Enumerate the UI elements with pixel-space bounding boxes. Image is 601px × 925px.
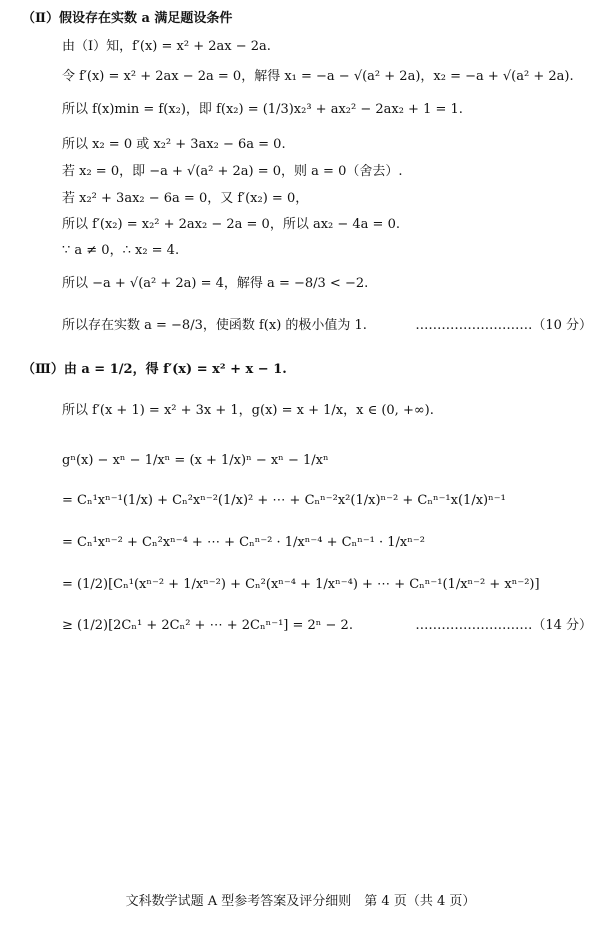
part2-line-5: 若 x₂ = 0，即 −a + √(a² + 2a) = 0，则 a = 0（舍去）. xyxy=(62,164,403,179)
part3-line-3: = Cₙ¹xⁿ⁻¹(1/x) + Cₙ²xⁿ⁻²(1/x)² + ⋯ + Cₙⁿ⁻²x²(1/x)ⁿ⁻² + Cₙⁿ⁻¹x(1/x)ⁿ⁻¹ xyxy=(62,493,506,508)
part2-line-4: 所以 x₂ = 0 或 x₂² + 3ax₂ − 6a = 0. xyxy=(62,137,286,152)
part3-header: （Ⅲ）由 a = 1/2，得 f′(x) = x² + x − 1. xyxy=(22,362,287,377)
part3-line-2: gⁿ(x) − xⁿ − 1/xⁿ = (x + 1/x)ⁿ − xⁿ − 1/xⁿ xyxy=(62,453,329,468)
page-footer: 文科数学试题 A 型参考答案及评分细则 第 4 页（共 4 页） xyxy=(125,894,476,909)
part2-line-8: ∵ a ≠ 0，∴ x₂ = 4. xyxy=(62,243,180,258)
part3-line-4: = Cₙ¹xⁿ⁻² + Cₙ²xⁿ⁻⁴ + ⋯ + Cₙⁿ⁻² · 1/xⁿ⁻⁴ + Cₙⁿ⁻¹ · 1/xⁿ⁻² xyxy=(62,535,425,550)
part3-line-5: = (1/2)[Cₙ¹(xⁿ⁻² + 1/xⁿ⁻²) + Cₙ²(xⁿ⁻⁴ + 1/xⁿ⁻⁴) + ⋯ + Cₙⁿ⁻¹(1/xⁿ⁻² + xⁿ⁻²)] xyxy=(62,577,540,592)
part3-line-6: ≥ (1/2)[2Cₙ¹ + 2Cₙ² + ⋯ + 2Cₙⁿ⁻¹] = 2ⁿ − 2. xyxy=(62,618,353,633)
part2-line-10: 所以存在实数 a = −8/3，使函数 f(x) 的极小值为 1. xyxy=(62,318,367,333)
part2-header: （Ⅱ）假设存在实数 a 满足题设条件 xyxy=(22,11,233,26)
part2-score: ………………………（10 分） xyxy=(415,318,592,333)
part2-line-9: 所以 −a + √(a² + 2a) = 4，解得 a = −8/3 < −2. xyxy=(62,276,369,291)
part2-line-3: 所以 f(x)min = f(x₂)，即 f(x₂) = (1/3)x₂³ + ax₂² − 2ax₂ + 1 = 1. xyxy=(62,102,463,117)
part3-line-1: 所以 f′(x + 1) = x² + 3x + 1，g(x) = x + 1/x，x ∈ (0, +∞). xyxy=(62,403,434,418)
part2-line-2: 令 f′(x) = x² + 2ax − 2a = 0，解得 x₁ = −a − √(a² + 2a)，x₂ = −a + √(a² + 2a). xyxy=(62,69,574,84)
part2-line-7: 所以 f′(x₂) = x₂² + 2ax₂ − 2a = 0，所以 ax₂ − 4a = 0. xyxy=(62,217,400,232)
part2-line-1: 由（Ⅰ）知，f′(x) = x² + 2ax − 2a. xyxy=(62,39,271,54)
part2-line-6: 若 x₂² + 3ax₂ − 6a = 0，又 f′(x₂) = 0， xyxy=(62,191,309,206)
part3-score: ………………………（14 分） xyxy=(415,618,592,633)
